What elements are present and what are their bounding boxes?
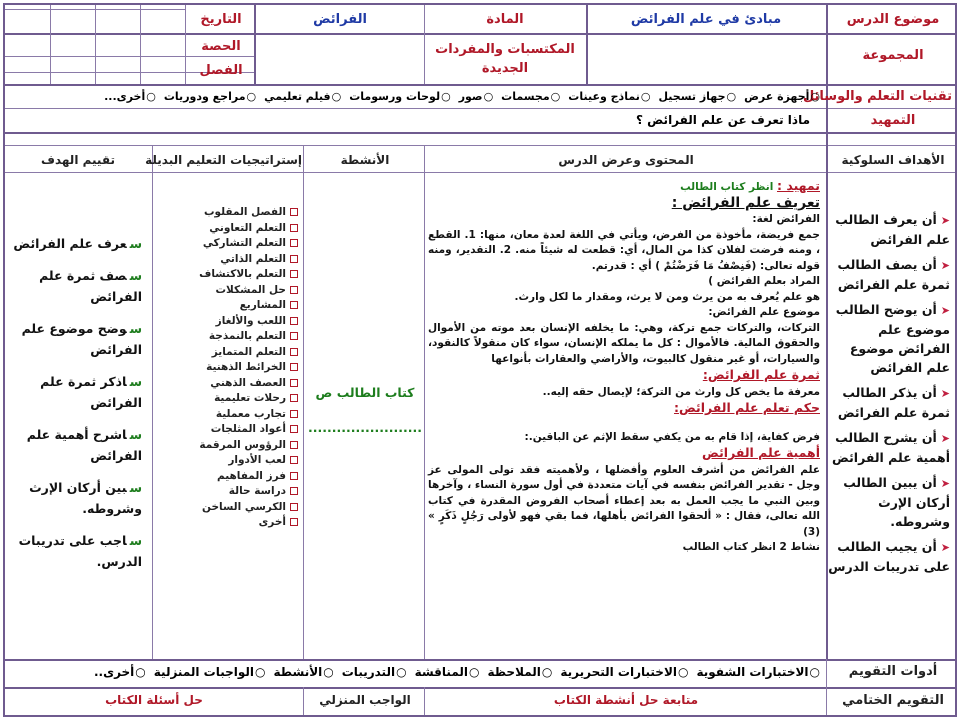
strategy-item[interactable] bbox=[158, 500, 298, 516]
objective-text: أن يذكر الطالب ثمرة علم الفرائض bbox=[837, 385, 950, 420]
tool-option[interactable]: ○ أجهزة عرض bbox=[744, 90, 820, 103]
checkbox-icon[interactable] bbox=[290, 363, 298, 371]
arrow-icon: ➤ bbox=[940, 214, 950, 227]
assessment-option[interactable]: ○ الملاحظة bbox=[487, 665, 552, 679]
activity-note: نشاط 2 انظر كتاب الطالب bbox=[682, 541, 820, 553]
assessment-option[interactable]: ○ الواجبات المنزلية bbox=[154, 665, 266, 679]
strategy-item[interactable] bbox=[158, 236, 298, 252]
content-p8: علم الفرائض من أشرف العلوم وأفضلها ، ولأهميته فقد تولى المولى عز وجل - تقدير الفرائض بنفسه في آيات متعددة في أول سورة النساء ، وآخرها وبين النبي ما يجب العمل به بعد إعطاء أصحاب الفروض المقدرة في كتاب الله تعالى، فقال : « ألحقوا الفرائض بأهلها، فما بقي فهو لأولى رَجُلٍ ذَكَرٍ » (3) bbox=[428, 463, 820, 538]
evaluation-text: عرف علم الفرائض bbox=[13, 236, 127, 251]
subject-value: مبادئ في علم الفرائض bbox=[630, 12, 782, 27]
activities-dots: ........................ bbox=[308, 420, 422, 435]
final-follow: متابعة حل أنشطة الكتاب bbox=[553, 693, 699, 707]
content-p4: موضوع علم الفرائض: bbox=[708, 306, 820, 318]
evaluation-text: اشرح أهمية علم الفرائض bbox=[26, 427, 142, 463]
strategy-text: التعلم التعاوني bbox=[209, 221, 286, 234]
strategy-text: التعلم الذاتي bbox=[220, 252, 286, 265]
strategy-item[interactable] bbox=[158, 345, 298, 361]
objective-text: أن يصف الطالب ثمرة علم الفرائض bbox=[837, 257, 950, 292]
class-label: الفصل bbox=[199, 63, 243, 78]
tool-option[interactable]: ○ لوحات ورسومات bbox=[349, 90, 450, 103]
objective-item bbox=[828, 473, 950, 531]
strategy-text: اللعب والألغاز bbox=[215, 314, 286, 327]
checkbox-icon[interactable] bbox=[290, 239, 298, 247]
strategy-text: الرؤوس المرقمة bbox=[199, 438, 286, 451]
objective-item bbox=[828, 428, 950, 467]
group-label: المجموعة bbox=[862, 48, 924, 63]
material-label: المادة bbox=[486, 12, 524, 27]
strategy-item[interactable] bbox=[158, 391, 298, 407]
checkbox-icon[interactable] bbox=[290, 394, 298, 402]
strategy-text: التعلم التشاركي bbox=[202, 237, 286, 249]
homework-label: الواجب المنزلي bbox=[319, 693, 411, 707]
evaluation-text: اجب على تدريبات الدرس. bbox=[18, 533, 142, 569]
strategy-item[interactable] bbox=[158, 376, 298, 392]
checkbox-icon[interactable] bbox=[290, 270, 298, 278]
evaluation-text: صف ثمرة علم الفرائض bbox=[39, 268, 142, 304]
tool-option[interactable]: ○ جهاز تسجيل bbox=[658, 90, 736, 103]
checkbox-icon[interactable] bbox=[290, 441, 298, 449]
assessment-option[interactable]: ○ المناقشة bbox=[415, 665, 480, 679]
col-activities: الأنشطة bbox=[340, 153, 390, 167]
ruling-title: حكم تعلم علم الفرائض: bbox=[673, 400, 820, 415]
strategy-item[interactable] bbox=[158, 267, 298, 283]
strategy-item[interactable] bbox=[158, 438, 298, 454]
question-marker: س bbox=[129, 374, 142, 389]
intro-question: ماذا تعرف عن علم الفرائض ؟ bbox=[636, 113, 810, 127]
col-objectives: الأهداف السلوكية bbox=[841, 153, 945, 167]
checkbox-icon[interactable] bbox=[290, 208, 298, 216]
strategy-text: الكرسي الساخن bbox=[202, 500, 286, 513]
content-p1: جمع فريضة، مأخوذة من الفرض، ويأتي في اللغة لعدة معان، منها: 1. القطع ، ومنه فرضت لفلان كذا من المال، أي: قطعت له شيئاً منه. 2. التقدير، ومنه قوله تعالى: (فَنِصْفُ مَا فَرَضْتُمْ ) أي : قدرتم. bbox=[428, 228, 820, 272]
content-p5: التركات، والتركات جمع تركة، وهي: ما يخلفه الإنسان بعد موته من الأموال والحقوق المالية. فالأموال : كل ما يملكه الإنسان، سواء كان منقولاً كالنقود، والسيارات، أو غير منقول كالبيوت، والأراضي والعقارات بأنواعها bbox=[428, 321, 820, 365]
question-marker: س bbox=[129, 533, 142, 548]
col-content: المحتوى وعرض الدرس bbox=[558, 153, 694, 167]
arrow-icon: ➤ bbox=[940, 432, 950, 445]
strategy-text: أعواد المثلجات bbox=[210, 423, 286, 435]
importance-title: أهمية علم الفرائض bbox=[702, 445, 820, 460]
evaluation-item bbox=[7, 265, 142, 307]
evaluation-item bbox=[7, 530, 142, 572]
content-intro-text: انظر كتاب الطالب bbox=[680, 181, 774, 193]
tool-option[interactable]: ○ نماذج وعينات bbox=[568, 90, 650, 103]
subject-label: موضوع الدرس bbox=[846, 12, 940, 27]
final-label: التقويم الختامي bbox=[842, 693, 944, 708]
question-marker: س bbox=[129, 427, 142, 442]
checkbox-icon[interactable] bbox=[290, 518, 298, 526]
objectives-list bbox=[828, 210, 950, 582]
content-intro-label: تمهيد : bbox=[777, 178, 820, 193]
strategy-item[interactable] bbox=[158, 360, 298, 376]
assessment-label: أدوات التقويم bbox=[848, 664, 938, 679]
evaluation-item bbox=[7, 318, 142, 360]
homework-value: حل أسئلة الكتاب bbox=[105, 693, 203, 707]
strategy-text: العصف الذهني bbox=[210, 376, 286, 389]
objective-text: أن يبين الطالب أركان الإرث وشروطه. bbox=[843, 475, 950, 529]
strategy-text: تجارب معملية bbox=[215, 407, 286, 420]
arrow-icon: ➤ bbox=[940, 387, 950, 400]
arrow-icon: ➤ bbox=[940, 304, 950, 317]
checkbox-icon[interactable] bbox=[290, 379, 298, 387]
activities-text: كتاب الطالب ص bbox=[315, 385, 415, 400]
content-p6: معرفة ما يخص كل وارث من التركة؛ لإيصال حقه إليه.. bbox=[542, 385, 820, 398]
checkbox-icon[interactable] bbox=[290, 286, 298, 294]
strategy-item[interactable] bbox=[158, 469, 298, 485]
objective-text: أن يوضح الطالب موضوع علم الفرائض موضوع علم الفرائض bbox=[835, 302, 950, 375]
assessment-option[interactable]: ○ الأنشطة bbox=[274, 665, 334, 679]
col-strategies: إستراتيجيات التعليم البديلة bbox=[145, 153, 302, 167]
strategy-text: حل المشكلات bbox=[215, 283, 286, 296]
strategy-text: التعلم بالنمذجة bbox=[208, 330, 286, 342]
checkbox-icon[interactable] bbox=[290, 472, 298, 480]
evaluation-item bbox=[7, 424, 142, 466]
strategy-text: فرز المفاهيم bbox=[217, 469, 286, 482]
vocab-label: المكتسبات والمفردات الجديدة bbox=[435, 42, 575, 76]
checkbox-icon[interactable] bbox=[290, 487, 298, 495]
assessment-options bbox=[94, 665, 820, 679]
arrow-icon: ➤ bbox=[940, 541, 950, 554]
strategy-item[interactable] bbox=[158, 205, 298, 221]
strategy-text: التعلم بالاكتشاف bbox=[199, 268, 286, 280]
tool-option[interactable]: ○ صور bbox=[459, 90, 493, 103]
checkbox-icon[interactable] bbox=[290, 224, 298, 232]
checkbox-icon[interactable] bbox=[290, 456, 298, 464]
strategy-text: المشاريع bbox=[239, 299, 286, 311]
material-value: الفرائض bbox=[313, 12, 367, 27]
evaluation-text: وضح موضوع علم الفرائض bbox=[21, 321, 142, 357]
assessment-option[interactable]: ○ الاختبارات الشفوية bbox=[696, 665, 820, 679]
checkbox-icon[interactable] bbox=[290, 332, 298, 340]
strategy-item[interactable] bbox=[158, 298, 298, 314]
period-label: الحصة bbox=[201, 39, 241, 54]
assessment-option[interactable]: ○ التدريبات bbox=[342, 665, 407, 679]
strategy-item[interactable] bbox=[158, 252, 298, 268]
evaluation-list bbox=[7, 233, 142, 583]
checkbox-icon[interactable] bbox=[290, 503, 298, 511]
tools-label: تقنيات التعلم والوسائل bbox=[802, 89, 952, 104]
strategy-item[interactable] bbox=[158, 329, 298, 345]
arrow-icon: ➤ bbox=[940, 259, 950, 272]
strategy-item[interactable] bbox=[158, 314, 298, 330]
tool-option[interactable]: ○ مراجع ودوريات bbox=[164, 90, 256, 103]
checkbox-icon[interactable] bbox=[290, 410, 298, 418]
question-marker: س bbox=[129, 321, 142, 336]
checkbox-icon[interactable] bbox=[290, 255, 298, 263]
evaluation-text: بين أركان الإرث وشروطه. bbox=[29, 480, 142, 516]
checkbox-icon[interactable] bbox=[290, 425, 298, 433]
tool-option[interactable]: ○ فيلم تعليمي bbox=[264, 90, 341, 103]
objective-item bbox=[828, 255, 950, 294]
content-p3: هو علم يُعرف به من يرث ومن لا يرث، ومقدار ما لكل وارث. bbox=[514, 290, 820, 303]
strategy-text: أخرى bbox=[258, 516, 286, 528]
strategy-item[interactable] bbox=[158, 515, 298, 531]
objective-item bbox=[828, 300, 950, 377]
checkbox-icon[interactable] bbox=[290, 301, 298, 309]
objective-item bbox=[828, 210, 950, 249]
strategy-text: رحلات تعليمية bbox=[214, 392, 286, 404]
evaluation-item bbox=[7, 371, 142, 413]
strategy-text: الخرائط الذهنية bbox=[206, 361, 286, 373]
question-marker: س bbox=[129, 236, 142, 251]
question-marker: س bbox=[129, 268, 142, 283]
intro-label: التمهيد bbox=[870, 113, 916, 128]
question-marker: س bbox=[129, 480, 142, 495]
def-title: تعريف علم الفرائض : bbox=[671, 194, 820, 211]
arrow-icon: ➤ bbox=[940, 477, 950, 490]
col-evaluation: تقييم الهدف bbox=[41, 153, 115, 167]
content-p2: المراد بعلم الفرائض ) bbox=[708, 275, 820, 287]
objective-text: أن يشرح الطالب أهمية علم الفرائض bbox=[832, 430, 950, 465]
lesson-content bbox=[428, 178, 820, 556]
objective-item bbox=[828, 383, 950, 422]
strategy-item[interactable] bbox=[158, 407, 298, 423]
tool-option[interactable]: ○ أخرى... bbox=[104, 90, 156, 103]
evaluation-item bbox=[7, 233, 142, 254]
tools-options bbox=[104, 90, 820, 103]
evaluation-item bbox=[7, 477, 142, 519]
assessment-option[interactable]: ○ الاختبارات التحريرية bbox=[560, 665, 688, 679]
strategy-text: دراسة حالة bbox=[228, 485, 286, 497]
checkbox-icon[interactable] bbox=[290, 348, 298, 356]
strategy-text: لعب الأدوار bbox=[228, 454, 286, 466]
tool-option[interactable]: ○ مجسمات bbox=[501, 90, 560, 103]
date-label: التاريخ bbox=[200, 12, 242, 27]
checkbox-icon[interactable] bbox=[290, 317, 298, 325]
fruit-title: ثمرة علم الفرائض: bbox=[702, 367, 820, 382]
strategies-list bbox=[158, 205, 298, 531]
strategy-item[interactable] bbox=[158, 484, 298, 500]
strategy-text: التعلم المتمايز bbox=[211, 345, 286, 358]
strategy-item[interactable] bbox=[158, 453, 298, 469]
objective-text: أن يجيب الطالب على تدريبات الدرس bbox=[828, 539, 950, 574]
strategy-item[interactable] bbox=[158, 422, 298, 438]
objective-text: أن يعرف الطالب علم الفرائض bbox=[835, 212, 950, 247]
objective-item bbox=[828, 537, 950, 576]
def-lang: الفرائض لغة: bbox=[752, 213, 820, 225]
strategy-item[interactable] bbox=[158, 221, 298, 237]
content-p7: فرض كفاية، إذا قام به من يكفي سقط الإثم عن الباقين.: bbox=[524, 430, 820, 443]
evaluation-text: اذكر ثمرة علم الفرائض bbox=[40, 374, 142, 410]
strategy-text: الفصل المقلوب bbox=[203, 206, 286, 218]
strategy-item[interactable] bbox=[158, 283, 298, 299]
assessment-option[interactable]: ○ أخرى.. bbox=[94, 665, 146, 679]
